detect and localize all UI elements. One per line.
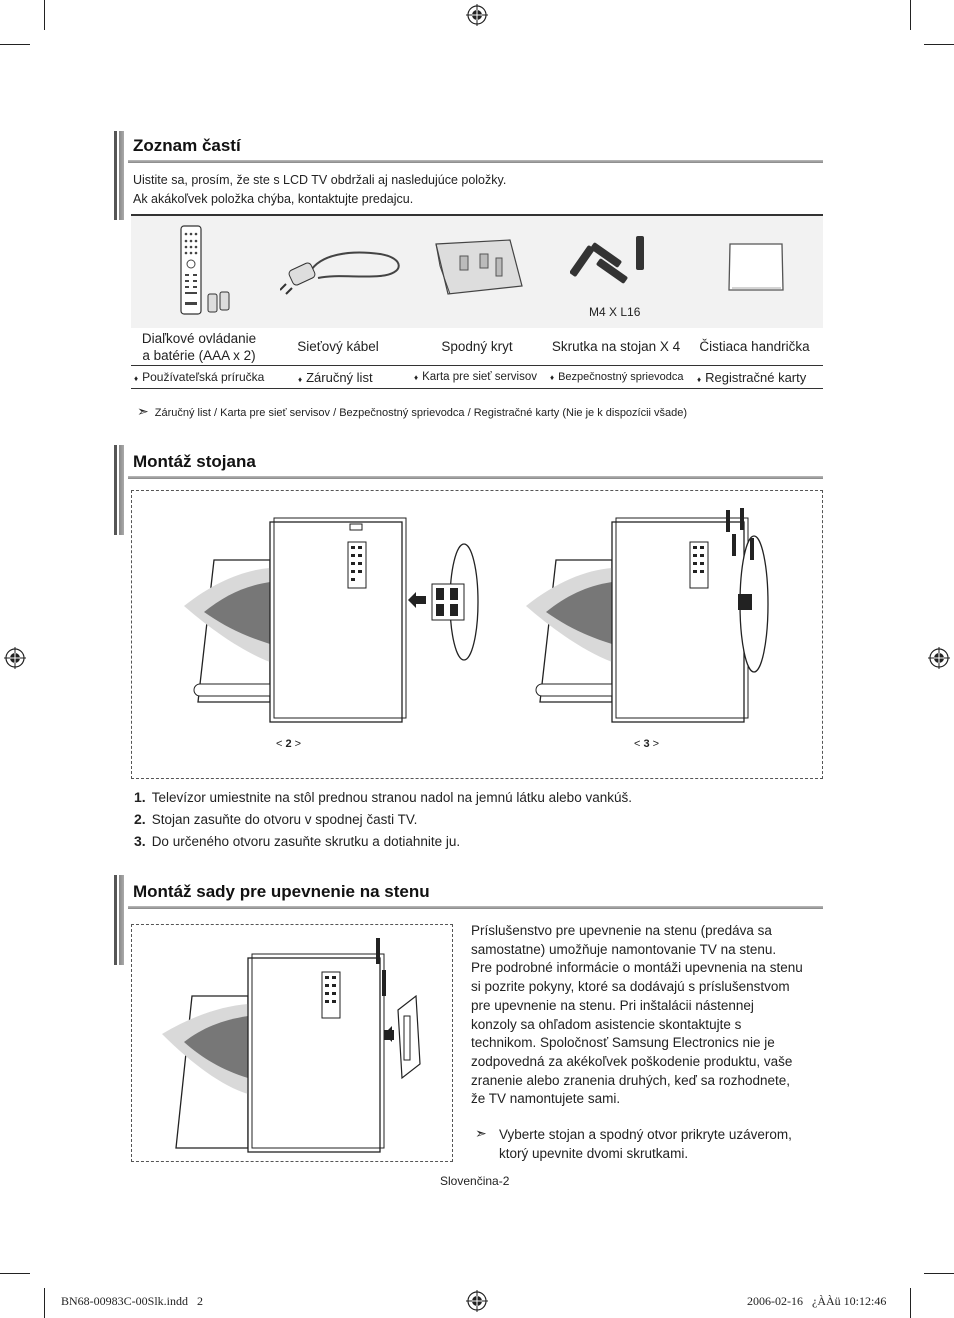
para-line: technikom. Spoločnosť Samsung Electronics nie je (471, 1035, 775, 1051)
section-underline (128, 906, 823, 909)
bullet-diamond-icon: ♦ (697, 374, 702, 384)
accessory-item (298, 370, 373, 385)
bullet-diamond-icon: ♦ (550, 373, 555, 382)
crop-mark (0, 1273, 30, 1274)
accessory-label: Záručný list (306, 369, 373, 385)
footer-file-name: BN68-00983C-00Slk.indd 2 (61, 1294, 204, 1308)
section-bar (114, 875, 124, 965)
para-line: zodpovedná za akékoľvek poškodenie produktu, vaše (471, 1053, 793, 1069)
para-line: Príslušenstvo pre upevnenie na stenu (predáva sa (471, 923, 772, 938)
step-text: Televízor umiestnite na stôl prednou stranou nadol na jemnú látku alebo vankúš. (151, 790, 632, 805)
accessory-label: Registračné karty (705, 369, 807, 385)
para-line: pre upevnenie na stenu. Pri inštalácii nástennej (471, 997, 754, 1013)
part-label-cable: Sieťový kábel (297, 339, 379, 354)
registration-mark-icon (466, 1290, 488, 1312)
section-underline (128, 476, 823, 479)
crop-mark (910, 0, 911, 30)
para-line: zranenie alebo zranenia druhých, keď sa rozhodnete, (471, 1072, 791, 1088)
registration-mark-icon (4, 647, 26, 669)
parts-note-text: Záručný list / Karta pre sieť servisov / Bezpečnostný sprievodca / Registračné karty (Nie je k dispozícii všade) (154, 407, 688, 419)
part-label-line: Diaľkové ovládanie (141, 331, 257, 346)
wall-mount-description (471, 922, 831, 1109)
crop-mark (0, 44, 30, 45)
parts-note (137, 403, 687, 420)
step-number: 1. (134, 789, 146, 805)
step-text: Stojan zasuňte do otvoru v spodnej časti TV. (151, 812, 418, 827)
wall-mount-note (499, 1126, 829, 1163)
crop-mark (924, 1273, 954, 1274)
note-arrow-icon: ➣ (475, 1125, 487, 1141)
accessory-item (414, 371, 537, 383)
bottom-cover-icon (430, 236, 526, 303)
accessory-label: Používateľská príručka (142, 370, 265, 384)
figure-number: 2 (285, 738, 292, 750)
para-line: konzoly sa ohľadom asistencie skontaktujte s (471, 1016, 742, 1032)
step-number: 2. (134, 811, 146, 827)
figure-caption-2: < 2 > (276, 738, 302, 750)
crop-mark (924, 44, 954, 45)
accessories-row (131, 365, 823, 389)
bullet-diamond-icon: ♦ (298, 374, 303, 384)
remote-control-icon (176, 224, 236, 321)
step-item (134, 833, 460, 849)
bullet-diamond-icon: ♦ (414, 373, 419, 382)
part-label-cover: Spodný kryt (441, 339, 513, 354)
figure-caption-3: < 3 > (634, 738, 660, 750)
accessory-label: Karta pre sieť servisov (422, 371, 537, 383)
para-line: Pre podrobné informácie o montáži upevnenia na stenu (471, 960, 803, 976)
stand-illustration-step2 (184, 512, 484, 739)
crop-mark (44, 1288, 45, 1318)
part-label-remote (131, 330, 267, 364)
accessory-item (550, 371, 683, 383)
cleaning-cloth-icon (726, 240, 786, 299)
part-label-line: a batérie (AAA x 2) (142, 348, 256, 363)
part-label-cloth: Čistiaca handrička (699, 339, 810, 354)
power-cable-icon (280, 244, 408, 301)
footer-timestamp: 2006-02-16 ¿ÀÀü 10:12:46 (747, 1294, 887, 1308)
section-underline (128, 160, 823, 163)
screw-spec-label: M4 X L16 (589, 305, 641, 319)
crop-mark (44, 0, 45, 30)
section-title-stand: Montáž stojana (133, 452, 256, 471)
step-text: Do určeného otvoru zasuňte skrutku a dotiahnite ju. (151, 834, 461, 849)
para-line: že TV namontujete sami. (471, 1091, 621, 1107)
parts-intro-line: Uistite sa, prosím, že ste s LCD TV obdržali aj nasledujúce položky. (133, 173, 507, 187)
section-title-wall: Montáž sady pre upevnenie na stenu (133, 882, 430, 901)
section-bar (114, 445, 124, 535)
para-line: ktorý upevnite dvomi skrutkami. (499, 1145, 689, 1161)
accessory-item (134, 370, 264, 384)
registration-mark-icon (466, 4, 488, 26)
step-item (134, 789, 632, 805)
accessory-item (697, 370, 806, 385)
step-item (134, 811, 417, 827)
figure-number: 3 (643, 738, 650, 750)
section-bar (114, 131, 124, 220)
page-number: Slovenčina-2 (440, 1174, 510, 1188)
para-line: si pozrite pokyny, ktoré sa dodávajú s príslušenstvom (471, 979, 790, 995)
bullet-diamond-icon: ♦ (134, 374, 139, 383)
para-line: Vyberte stojan a spodný otvor prikryte uzáverom, (499, 1127, 792, 1142)
accessory-label: Bezpečnostný sprievodca (558, 371, 684, 383)
note-arrow-icon: ➣ (137, 403, 149, 419)
para-line: samostatne) umožňuje namontovanie TV na stenu. (471, 941, 777, 957)
crop-mark (910, 1288, 911, 1318)
part-label-screws: Skrutka na stojan X 4 (551, 339, 681, 354)
screws-icon (570, 232, 654, 303)
step-number: 3. (134, 833, 146, 849)
section-title-parts: Zoznam častí (133, 136, 241, 155)
registration-mark-icon (928, 647, 950, 669)
wall-mount-illustration (162, 934, 432, 1159)
parts-intro (133, 171, 506, 209)
parts-intro-line: Ak akákoľvek položka chýba, kontaktujte predajcu. (133, 192, 414, 206)
stand-illustration-step3 (526, 504, 786, 739)
